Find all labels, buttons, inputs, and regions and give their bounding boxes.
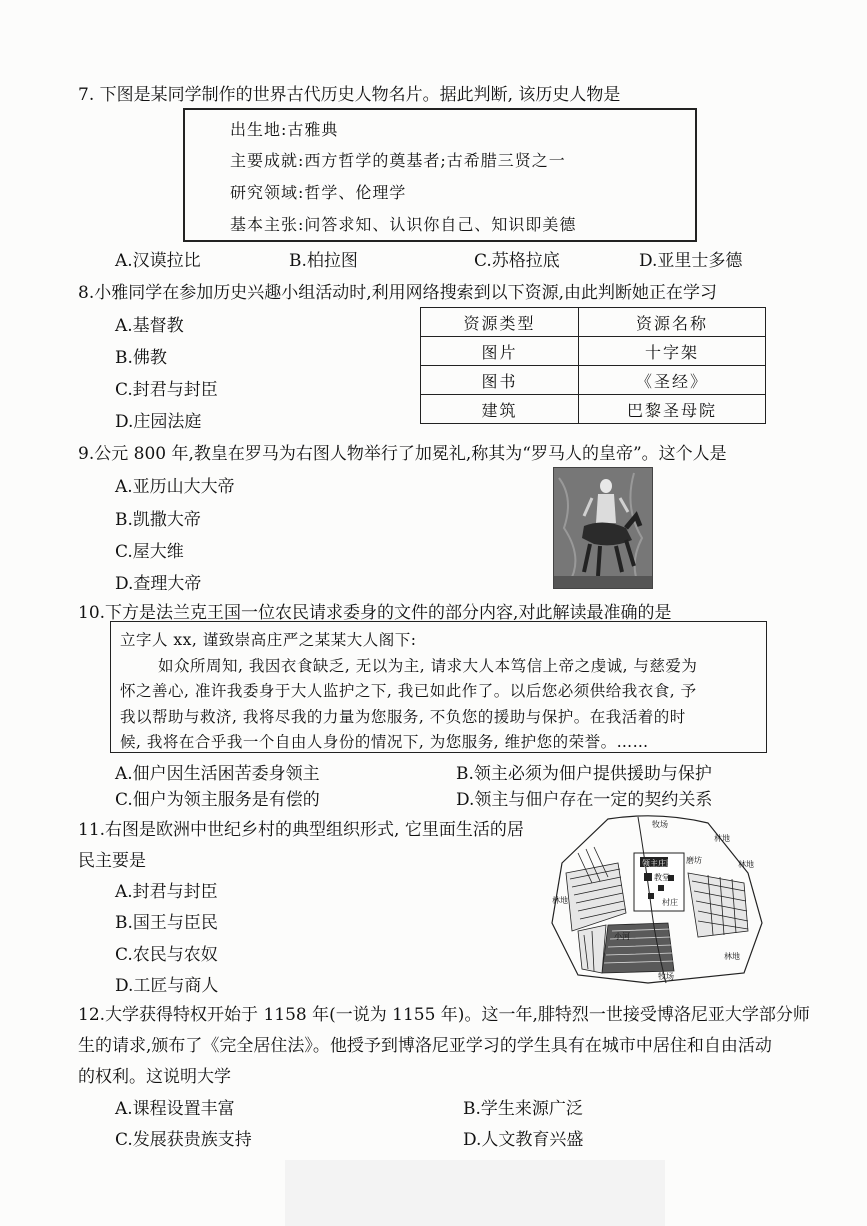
q12-option-b[interactable]: B.学生来源广泛 bbox=[463, 1099, 583, 1119]
q7-card-line: 出生地:古雅典 bbox=[230, 120, 339, 139]
q10-option-b[interactable]: B.领主必须为佃户提供援助与保护 bbox=[456, 764, 712, 784]
q11-option-b[interactable]: B.国王与臣民 bbox=[115, 913, 218, 933]
q7-card-line: 基本主张:问答求知、认识你自己、知识即美德 bbox=[230, 215, 577, 234]
q12-stem-line3: 的权利。这说明大学 bbox=[78, 1067, 231, 1087]
equestrian-figure-icon bbox=[554, 468, 652, 588]
q11-stem-line2: 民主要是 bbox=[78, 851, 146, 871]
q10-doc-line: 如众所周知, 我因衣食缺乏, 无以为主, 请求大人本笃信上帝之虔诚, 与慈爱为 bbox=[158, 657, 698, 675]
q10-stem: 10.下方是法兰克王国一位农民请求委身的文件的部分内容,对此解读最准确的是 bbox=[78, 603, 672, 623]
q7-option-a[interactable]: A.汉谟拉比 bbox=[115, 251, 201, 271]
q12-stem-line2: 生的请求,颁布了《完全居住法》。他授予到博洛尼亚学习的学生具有在城市中居住和自由活动 bbox=[78, 1036, 772, 1056]
q8-option-c[interactable]: C.封君与封臣 bbox=[115, 380, 218, 400]
q7-option-d[interactable]: D.亚里士多德 bbox=[639, 251, 743, 271]
q7-stem: 7. 下图是某同学制作的世界古代历史人物名片。据此判断, 该历史人物是 bbox=[78, 85, 621, 105]
q12-option-d[interactable]: D.人文教育兴盛 bbox=[463, 1130, 584, 1150]
q10-option-c[interactable]: C.佃户为领主服务是有偿的 bbox=[115, 790, 320, 810]
table-cell: 图片 bbox=[421, 337, 579, 366]
table-row bbox=[421, 366, 766, 395]
q9-option-b[interactable]: B.凯撒大帝 bbox=[115, 510, 201, 530]
q9-option-a[interactable]: A.亚历山大大帝 bbox=[115, 477, 235, 497]
table-cell: 图书 bbox=[421, 366, 579, 395]
q12-option-c[interactable]: C.发展获贵族支持 bbox=[115, 1130, 252, 1150]
q10-option-a[interactable]: A.佃户因生活困苦委身领主 bbox=[115, 764, 320, 784]
q7-option-b[interactable]: B.柏拉图 bbox=[289, 251, 358, 271]
map-label: 领主庄园 bbox=[642, 859, 674, 868]
q7-card-line: 主要成就:西方哲学的奠基者;古希腊三贤之一 bbox=[230, 151, 566, 170]
charlemagne-equestrian-image bbox=[553, 467, 653, 589]
q9-option-c[interactable]: C.屋大维 bbox=[115, 542, 184, 562]
church-icon bbox=[644, 873, 652, 881]
map-label: 林地 bbox=[724, 952, 740, 961]
table-cell: 《圣经》 bbox=[579, 366, 766, 395]
table-header-row bbox=[421, 308, 766, 337]
q12-option-a[interactable]: A.课程设置丰富 bbox=[115, 1099, 235, 1119]
q7-option-c[interactable]: C.苏格拉底 bbox=[474, 251, 560, 271]
strip-fields-right bbox=[688, 873, 748, 937]
table-row bbox=[421, 337, 766, 366]
scan-shadow bbox=[285, 1160, 665, 1226]
map-label: 牧场 bbox=[652, 820, 668, 829]
map-label: 林地 bbox=[552, 896, 568, 905]
q12-stem-line1: 12.大学获得特权开始于 1158 年(一说为 1155 年)。这一年,腓特烈一世接受博洛尼亚大学部分师 bbox=[78, 1005, 810, 1025]
map-label: 磨坊 bbox=[686, 856, 702, 865]
q9-stem: 9.公元 800 年,教皇在罗马为右图人物举行了加冕礼,称其为“罗马人的皇帝”。这个人是 bbox=[78, 444, 727, 464]
map-label: 林地 bbox=[738, 860, 754, 869]
q9-option-d[interactable]: D.查理大帝 bbox=[115, 574, 202, 594]
table-header-cell: 资源类型 bbox=[421, 308, 579, 337]
q11-stem-line1: 11.右图是欧洲中世纪乡村的典型组织形式, 它里面生活的居 bbox=[78, 820, 524, 840]
q11-option-a[interactable]: A.封君与封臣 bbox=[115, 882, 218, 902]
q8-resource-table bbox=[420, 307, 766, 424]
q8-option-d[interactable]: D.庄园法庭 bbox=[115, 412, 202, 432]
manor-village-map bbox=[548, 813, 766, 985]
table-cell: 十字架 bbox=[579, 337, 766, 366]
q8-option-b[interactable]: B.佛教 bbox=[115, 348, 167, 368]
map-label: 林地 bbox=[714, 834, 730, 843]
table-header-cell: 资源名称 bbox=[579, 308, 766, 337]
map-label: 牧场 bbox=[658, 972, 674, 981]
map-label: 村庄 bbox=[662, 898, 678, 907]
strip-fields-bottom bbox=[578, 923, 674, 973]
q8-stem: 8.小雅同学在参加历史兴趣小组活动时,利用网络搜索到以下资源,由此判断她正在学习 bbox=[78, 283, 718, 303]
q11-option-d[interactable]: D.工匠与商人 bbox=[115, 976, 219, 996]
table-cell: 建筑 bbox=[421, 395, 579, 424]
q10-doc-line: 怀之善心, 准许我委身于大人监护之下, 我已如此作了。以后您必须供给我衣食, 予 bbox=[120, 682, 697, 700]
q10-doc-line: 立字人 xx, 谨致崇高庄严之某某大人阁下: bbox=[120, 631, 417, 649]
map-label: 教堂 bbox=[654, 873, 670, 882]
q10-option-d[interactable]: D.领主与佃户存在一定的契约关系 bbox=[456, 790, 713, 810]
map-label: 小河 bbox=[614, 932, 630, 941]
table-row bbox=[421, 395, 766, 424]
q8-option-a[interactable]: A.基督教 bbox=[115, 316, 184, 336]
strip-fields-left bbox=[566, 847, 626, 931]
q7-card-line: 研究领域:哲学、伦理学 bbox=[230, 183, 407, 202]
q11-option-c[interactable]: C.农民与农奴 bbox=[115, 945, 218, 965]
q10-doc-line: 我以帮助与救济, 我将尽我的力量为您服务, 不负您的援助与保护。在我活着的时 bbox=[120, 708, 686, 726]
table-cell: 巴黎圣母院 bbox=[579, 395, 766, 424]
q10-doc-line: 候, 我将在合乎我一个自由人身份的情况下, 为您服务, 维护您的荣誉。…… bbox=[120, 733, 649, 751]
